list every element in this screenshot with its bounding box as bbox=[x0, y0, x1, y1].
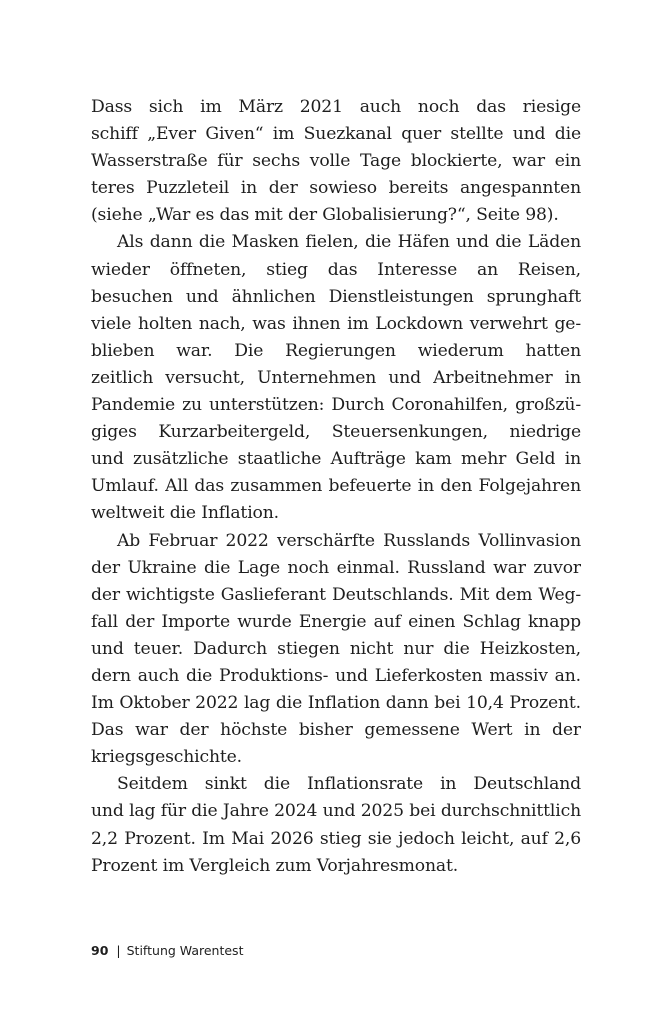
text-line: (siehe „War es das mit der Globalisierung?“, Seite 98). bbox=[91, 205, 559, 226]
text-line: viele holten nach, was ihnen im Lockdown verwehrt ge- bbox=[91, 313, 581, 334]
paragraph-1 bbox=[91, 94, 581, 229]
text-line: besuchen und ähnlichen Dienstleistungen sprunghaft bbox=[91, 286, 581, 307]
text-line: und lag für die Jahre 2024 und 2025 bei durchschnittlich bbox=[91, 801, 581, 822]
text-line: Wasserstraße für sechs volle Tage blockierte, war ein bbox=[91, 151, 581, 172]
paragraph-3 bbox=[91, 528, 581, 772]
paragraph-4 bbox=[91, 771, 581, 879]
text-line: Als dann die Masken fielen, die Häfen und die Läden bbox=[117, 232, 581, 253]
text-line: teres Puzzleteil in der sowieso bereits angespannten bbox=[91, 178, 581, 199]
text-line: der Ukraine die Lage noch einmal. Russland war zuvor bbox=[91, 557, 581, 578]
text-line: Pandemie zu unterstützen: Durch Coronahilfen, großzü- bbox=[91, 395, 581, 416]
text-line: 2,2 Prozent. Im Mai 2026 stieg sie jedoch leicht, auf 2,6 bbox=[91, 828, 581, 849]
footer-separator: | bbox=[116, 943, 121, 958]
page-footer bbox=[91, 942, 243, 960]
text-line: schiff „Ever Given“ im Suezkanal quer stellte und die bbox=[91, 124, 581, 145]
text-line: kriegsgeschichte. bbox=[91, 747, 242, 768]
text-line: giges Kurzarbeitergeld, Steuersenkungen, niedrige bbox=[91, 422, 581, 443]
text-line: weltweit die Inflation. bbox=[91, 503, 279, 524]
text-line: fall der Importe wurde Energie auf einen Schlag knapp bbox=[91, 611, 581, 632]
text-line: und zusätzliche staatliche Aufträge kam mehr Geld in bbox=[91, 449, 581, 470]
publisher-name: Stiftung Warentest bbox=[126, 943, 244, 958]
text-line: der wichtigste Gaslieferant Deutschlands. Mit dem Weg- bbox=[91, 584, 581, 605]
text-line: Umlauf. All das zusammen befeuerte in den Folgejahren bbox=[91, 476, 581, 497]
page-number: 90 bbox=[91, 943, 109, 958]
text-line: Prozent im Vergleich zum Vorjahresmonat. bbox=[91, 855, 459, 876]
text-line: Dass sich im März 2021 auch noch das riesige bbox=[91, 97, 581, 117]
text-line: Ab Februar 2022 verschärfte Russlands Vollinvasion bbox=[117, 530, 581, 551]
text-line: zeitlich versucht, Unternehmen und Arbeitnehmer in bbox=[91, 367, 581, 388]
text-line: wieder öffneten, stieg das Interesse an Reisen, bbox=[91, 259, 581, 280]
text-line: blieben war. Die Regierungen wiederum hatten bbox=[91, 340, 581, 361]
body-text bbox=[91, 94, 581, 880]
text-line: und teuer. Dadurch stiegen nicht nur die Heizkosten, bbox=[91, 638, 581, 659]
paragraph-2 bbox=[91, 229, 581, 527]
text-line: dern auch die Produktions- und Lieferkosten massiv an. bbox=[91, 665, 581, 686]
text-line: Im Oktober 2022 lag die Inflation dann bei 10,4 Prozent. bbox=[91, 693, 581, 714]
text-line: Seitdem sinkt die Inflationsrate in Deutschland bbox=[117, 774, 581, 795]
text-line: Das war der höchste bisher gemessene Wert in der bbox=[91, 720, 581, 741]
